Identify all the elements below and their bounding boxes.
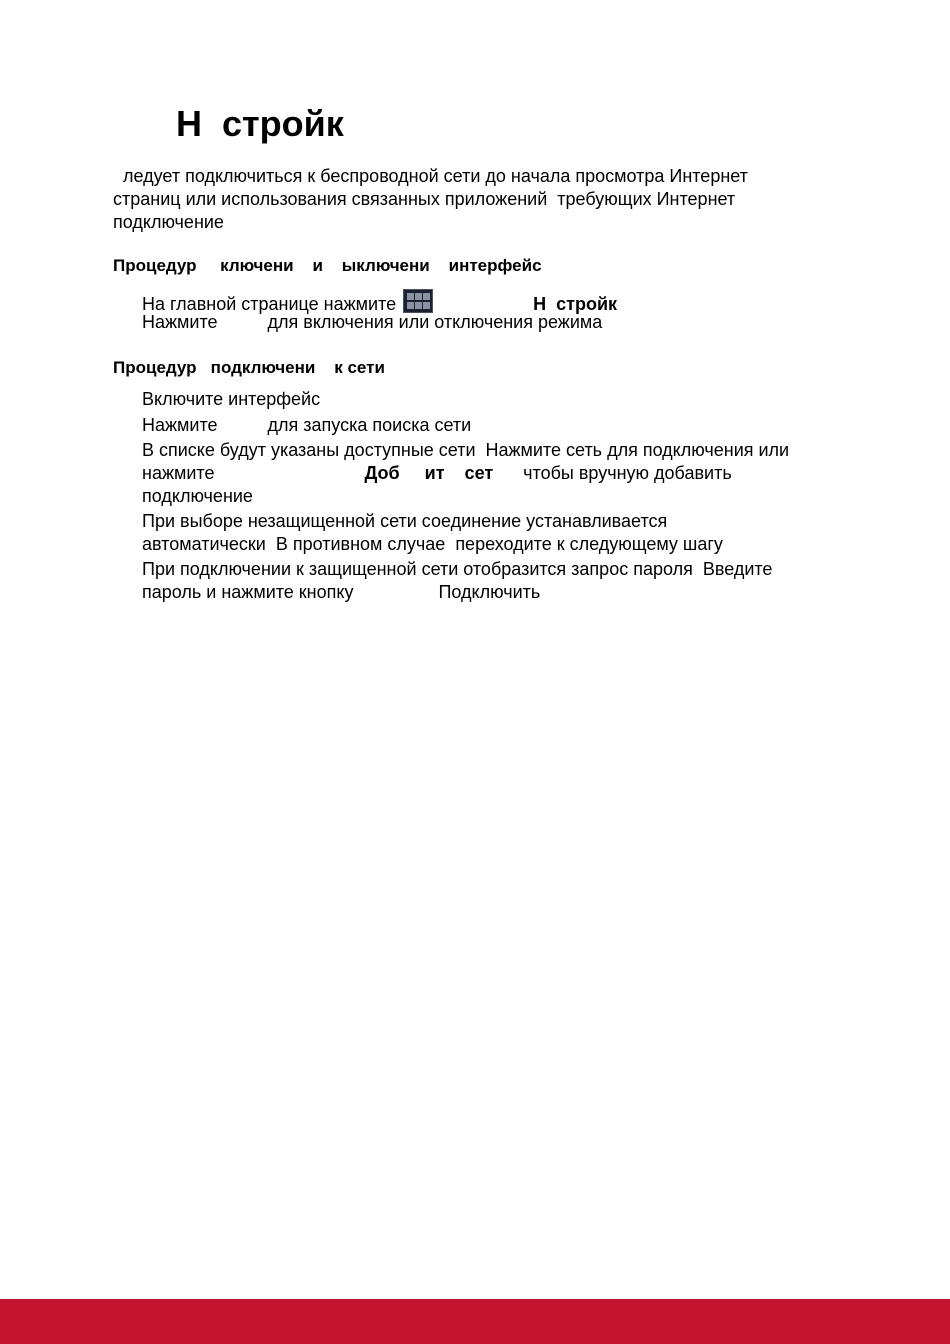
intro-paragraph [113,165,833,234]
section2-step-2: Нажмите для запуска поиска сети [142,415,472,435]
add-network-label: Доб ит сет [364,463,494,483]
section-heading-connect-network: Процедур подключени к сети [113,358,385,377]
section1-step-2: Нажмите для включения или отключения режима [142,312,603,332]
intro-line-1: ледует подключиться к беспроводной сети до начала просмотра Интернет [113,166,748,186]
section2-step-3-line-2 [142,462,732,485]
section2-step-1: Включите интерфейс [142,389,321,409]
section2-step-4-line-1: При выборе незащищенной сети соединение устанавливается [142,511,668,531]
step-text: нажмите [142,463,365,483]
section2-step-5-line-1: При подключении к защищенной сети отобразится запрос пароля Введите [142,559,773,579]
step-text: На главной странице нажмите [142,294,402,314]
step-text: чтобы вручную добавить [493,463,732,483]
intro-line-2: страниц или использования связанных приложений требующих Интернет [113,189,736,209]
section-heading-toggle-interface: Процедур ключени и ыключени интерфейс [113,256,542,275]
section2-step-5-line-2: пароль и нажмите кнопку Подключить [142,582,541,602]
apps-grid-icon [403,289,433,313]
intro-line-3: подключение [113,212,224,232]
section2-step-3-line-1: В списке будут указаны доступные сети Нажмите сеть для подключения или [142,440,790,460]
footer-bar [0,1299,950,1344]
section2-step-4-line-2: автоматически В противном случае переходите к следующему шагу [142,534,723,554]
page-title: Н стройк [176,103,344,144]
section2-step-3-line-3: подключение [142,486,253,506]
settings-label: Н стройк [533,294,618,314]
